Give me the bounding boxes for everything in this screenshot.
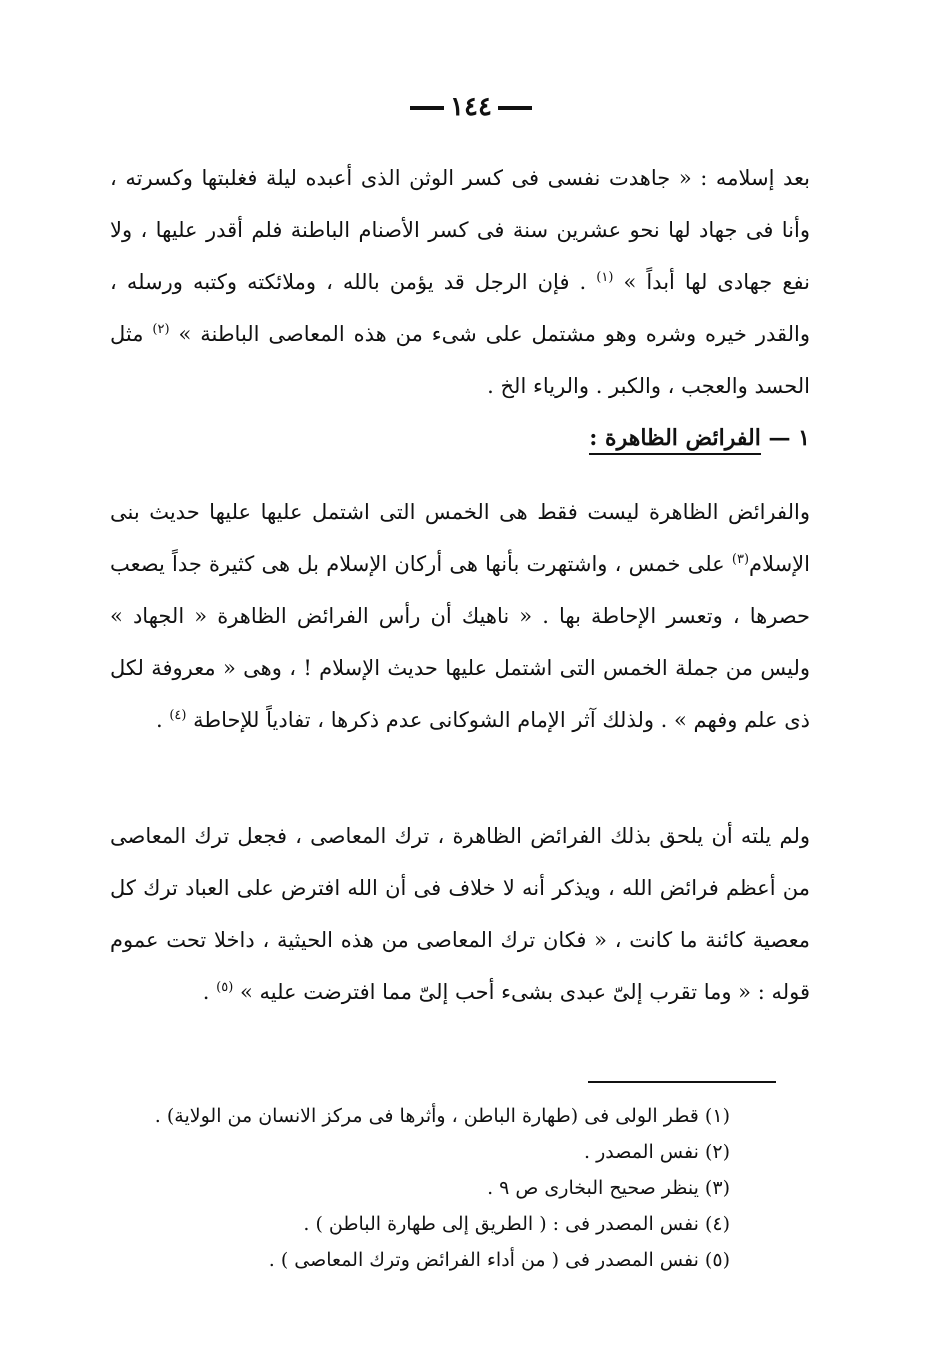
page-number-text: ١٤٤	[450, 92, 492, 122]
paragraph-3	[110, 810, 810, 1018]
footnote-5: (٥) نفس المصدر فى ( من أداء الفرائض وترك المعاصى ) .	[268, 1249, 730, 1271]
section-number: ١ —	[768, 425, 810, 451]
section-heading	[589, 425, 810, 451]
page-number	[0, 92, 942, 122]
footnote-1: (١) قطر الولى فى (طهارة الباطن ، وأثرها فى مركز الانسان من الولاية) .	[154, 1105, 730, 1127]
section-title: الفرائض الظاهرة :	[589, 425, 761, 455]
footnote-3: (٣) ينظر صحيح البخارى ص ٩ .	[487, 1177, 730, 1199]
footnote-ref-2: (٢)	[152, 322, 170, 337]
paragraph-1-text-a: بعد إسلامه : « جاهدت نفسى فى كسر الوثن الذى أعبده ليلة فغلبتها وكسرته ، وأنا فى جهاد لها نحو عشرين سنة فى كسر الأصنام الباطنة فلم أقدر عليها ، ولا نفع جهادى لها أبداً »	[110, 166, 810, 294]
footnote-ref-5: (٥)	[216, 980, 234, 995]
footnote-divider	[588, 1081, 776, 1083]
paragraph-2	[110, 486, 810, 746]
paragraph-2-text-b: على خمس ، واشتهرت بأنها هى أركان الإسلام بل هى كثيرة جداً يصعب حصرها ، وتعسر الإحاطة بها . « ناهيك أن رأس الفرائض الظاهرة « الجهاد » وليس من جملة الخمس التى اشتمل عليها حديث الإسلام ! ، وهى « معروفة لكل ذى علم وفهم » . ولذلك آثر الإمام الشوكانى عدم ذكرها ، تفادياً للإحاطة	[110, 552, 810, 732]
footnote-ref-3: (٣)	[731, 552, 750, 567]
paragraph-3-text-b: .	[202, 980, 210, 1004]
footnote-4: (٤) نفس المصدر فى : ( الطريق إلى طهارة الباطن ) .	[303, 1213, 730, 1235]
paragraph-2-text-c: .	[155, 708, 163, 732]
footnote-ref-4: (٤)	[169, 708, 187, 723]
footnotes	[110, 1098, 730, 1278]
footnote-ref-1: (١)	[596, 270, 614, 285]
paragraph-1	[110, 152, 810, 412]
dash-left	[498, 106, 532, 110]
paragraph-1-text-b: . فإن الرجل قد يؤمن بالله ، وملائكته وكتبه ورسله ، والقدر خيره وشره وهو مشتمل على شىء من هذه المعاصى الباطنة »	[110, 270, 810, 346]
paragraph-2-text-a: والفرائض الظاهرة ليست فقط هى الخمس التى اشتمل عليها عليها حديث بنى الإسلام	[110, 500, 810, 576]
paragraph-3-text-a: ولم يلته أن يلحق بذلك الفرائض الظاهرة ، ترك المعاصى ، فجعل ترك المعاصى من أعظم فرائض الله ، ويذكر أنه لا خلاف فى أن الله افترض على العباد ترك كل معصية كائنة ما كانت ، « فكان ترك المعاصى من هذه الحيثية ، داخلا تحت عموم قوله : « وما تقرب إلىّ عبدى بشىء أحب إلىّ مما افترضت عليه »	[110, 824, 810, 1004]
paragraph-1-text-c: مثل الحسد والعجب ، والكبر . والرياء الخ .	[110, 322, 810, 398]
dash-right	[410, 106, 444, 110]
footnote-2: (٢) نفس المصدر .	[583, 1141, 730, 1163]
